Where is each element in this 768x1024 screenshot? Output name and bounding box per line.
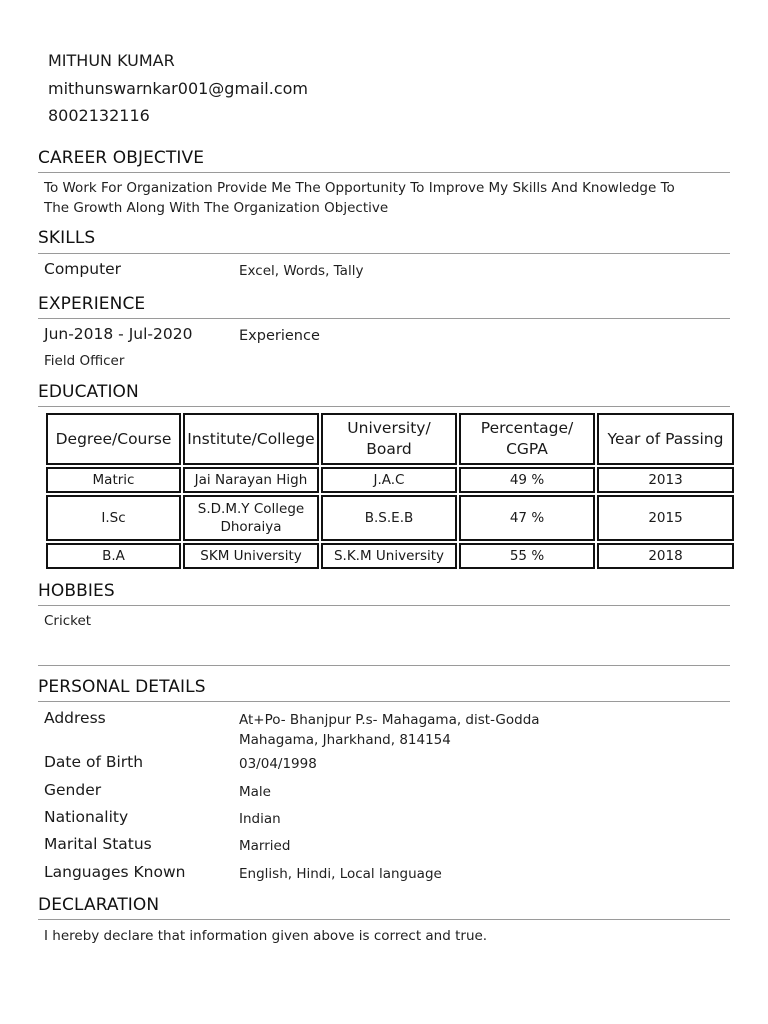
table-cell: B.S.E.B bbox=[321, 495, 457, 541]
table-cell: Matric bbox=[46, 467, 181, 493]
table-cell: 2018 bbox=[597, 543, 734, 569]
experience-role: Field Officer bbox=[44, 353, 125, 369]
education-divider bbox=[38, 406, 730, 407]
declaration-heading: DECLARATION bbox=[38, 895, 160, 915]
personal-details-heading: PERSONAL DETAILS bbox=[38, 677, 206, 697]
skills-divider bbox=[38, 253, 730, 254]
dob-label: Date of Birth bbox=[44, 753, 144, 771]
table-cell: S.D.M.Y College Dhoraiya bbox=[183, 495, 319, 541]
marital-status-value: Married bbox=[239, 838, 291, 854]
table-cell: B.A bbox=[46, 543, 181, 569]
experience-title: Experience bbox=[239, 328, 320, 344]
languages-label: Languages Known bbox=[44, 863, 186, 881]
skills-label: Computer bbox=[44, 260, 122, 278]
declaration-divider bbox=[38, 919, 730, 920]
declaration-text: I hereby declare that information given above is correct and true. bbox=[44, 928, 488, 944]
table-cell: 2013 bbox=[597, 467, 734, 493]
candidate-phone: 8002132116 bbox=[48, 106, 150, 125]
hobbies-divider bbox=[38, 605, 730, 606]
marital-status-label: Marital Status bbox=[44, 835, 152, 853]
table-cell: Jai Narayan High bbox=[183, 467, 319, 493]
hobbies-bottom-divider bbox=[38, 665, 730, 666]
table-cell: 2015 bbox=[597, 495, 734, 541]
table-cell: 47 % bbox=[459, 495, 595, 541]
table-cell: 55 % bbox=[459, 543, 595, 569]
hobbies-heading: HOBBIES bbox=[38, 581, 115, 601]
career-objective-divider bbox=[38, 172, 730, 173]
skills-value: Excel, Words, Tally bbox=[239, 263, 364, 279]
personal-details-divider bbox=[38, 701, 730, 702]
skills-heading: SKILLS bbox=[38, 228, 96, 248]
career-objective-heading: CAREER OBJECTIVE bbox=[38, 148, 205, 168]
languages-value: English, Hindi, Local language bbox=[239, 866, 442, 882]
table-cell: SKM University bbox=[183, 543, 319, 569]
education-table bbox=[44, 411, 736, 571]
table-cell: J.A.C bbox=[321, 467, 457, 493]
nationality-value: Indian bbox=[239, 811, 281, 827]
experience-heading: EXPERIENCE bbox=[38, 294, 146, 314]
experience-divider bbox=[38, 318, 730, 319]
table-cell: 49 % bbox=[459, 467, 595, 493]
table-cell: S.K.M University bbox=[321, 543, 457, 569]
dob-value: 03/04/1998 bbox=[239, 756, 317, 772]
nationality-label: Nationality bbox=[44, 808, 129, 826]
address-label: Address bbox=[44, 709, 106, 727]
column-header-percentage: Percentage/ CGPA bbox=[459, 413, 595, 465]
gender-value: Male bbox=[239, 784, 271, 800]
candidate-name: MITHUN KUMAR bbox=[48, 51, 175, 70]
table-row bbox=[46, 467, 734, 493]
gender-label: Gender bbox=[44, 781, 102, 799]
career-objective-line-2: The Growth Along With The Organization Objective bbox=[44, 200, 389, 216]
address-line-1: At+Po- Bhanjpur P.s- Mahagama, dist-Godda bbox=[239, 712, 540, 728]
education-heading: EDUCATION bbox=[38, 382, 139, 402]
column-header-university: University/ Board bbox=[321, 413, 457, 465]
education-header-row bbox=[46, 413, 734, 465]
column-header-year: Year of Passing bbox=[597, 413, 734, 465]
column-header-institute: Institute/College bbox=[183, 413, 319, 465]
address-line-2: Mahagama, Jharkhand, 814154 bbox=[239, 732, 451, 748]
table-row bbox=[46, 543, 734, 569]
candidate-email: mithunswarnkar001@gmail.com bbox=[48, 79, 308, 98]
column-header-degree: Degree/Course bbox=[46, 413, 181, 465]
table-cell: I.Sc bbox=[46, 495, 181, 541]
hobbies-value: Cricket bbox=[44, 613, 92, 629]
table-row bbox=[46, 495, 734, 541]
career-objective-line-1: To Work For Organization Provide Me The Opportunity To Improve My Skills And Knowledge To bbox=[44, 180, 675, 196]
experience-period: Jun-2018 - Jul-2020 bbox=[44, 325, 193, 343]
